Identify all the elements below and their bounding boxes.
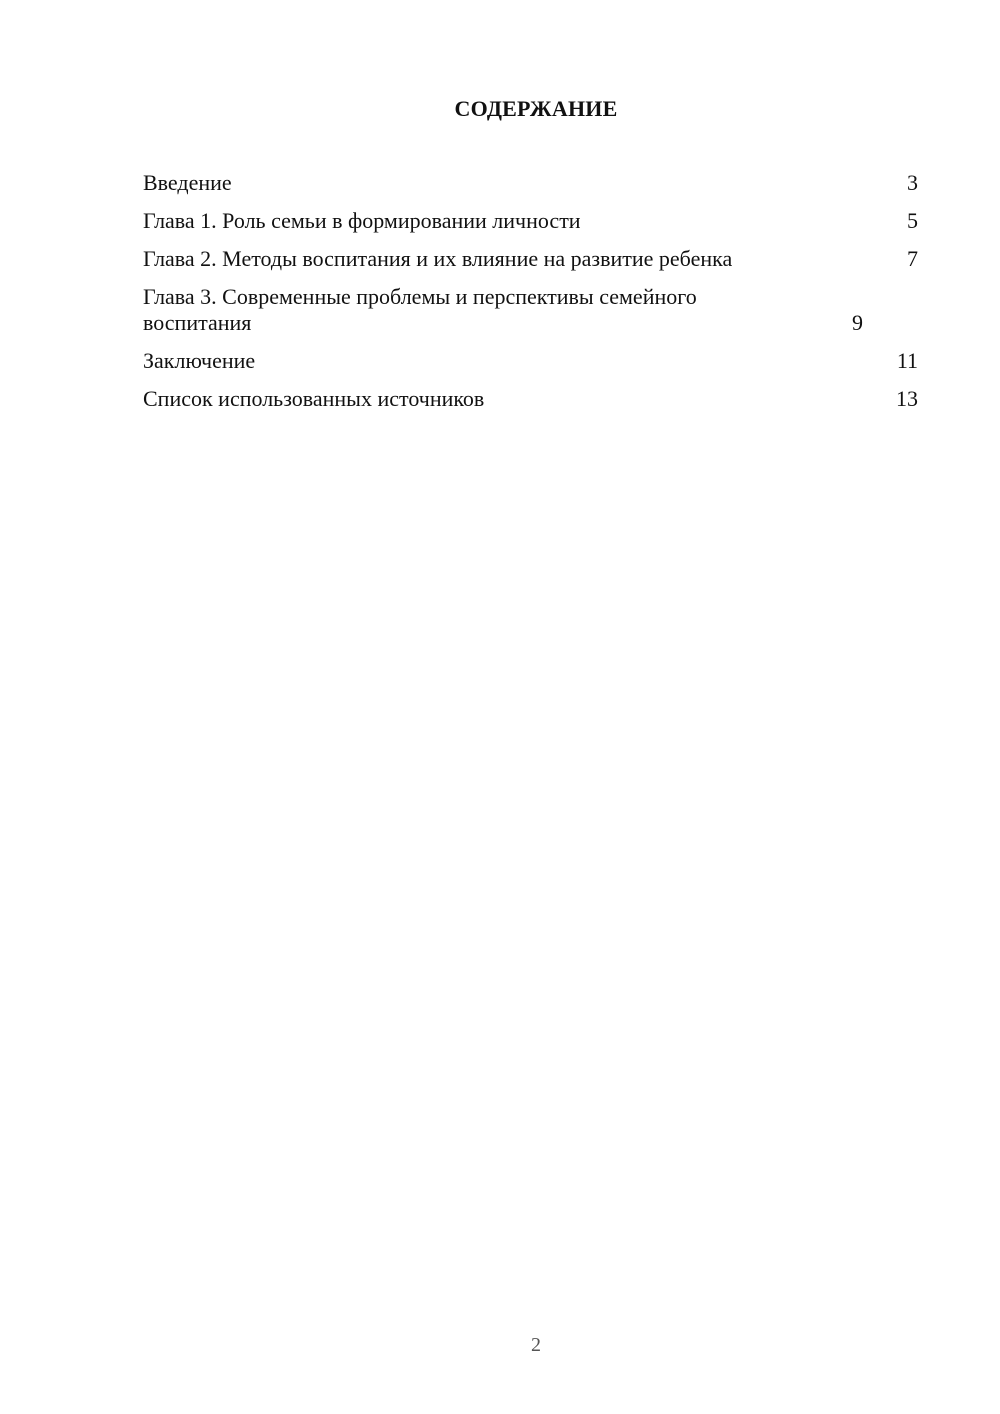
toc-entry-page: 3 <box>907 170 918 195</box>
toc-entry-page: 7 <box>907 246 918 271</box>
toc-entry-conclusion <box>143 348 918 374</box>
toc-entry-references <box>143 386 918 412</box>
toc-entry-page: 9 <box>852 310 863 335</box>
toc-entry-title: Глава 2. Методы воспитания и их влияние на развитие ребенка <box>143 246 733 271</box>
toc-entry-title: Глава 3. Современные проблемы и перспективы семейного воспитания <box>143 284 697 335</box>
page-number: 2 <box>531 1334 541 1356</box>
toc-entry-page: 13 <box>896 386 918 411</box>
toc-entry-page: 5 <box>907 208 918 233</box>
toc-entry-page: 11 <box>896 348 918 373</box>
table-of-contents <box>143 170 918 424</box>
toc-entry-title: Введение <box>143 170 232 195</box>
toc-entry-introduction <box>143 170 918 196</box>
toc-entry-chapter-3 <box>143 284 918 336</box>
page-title: СОДЕРЖАНИЕ <box>454 96 618 121</box>
toc-entry-chapter-1 <box>143 208 918 234</box>
toc-entry-title: Глава 1. Роль семьи в формировании личности <box>143 208 581 233</box>
toc-entry-chapter-2 <box>143 246 918 272</box>
toc-entry-title: Список использованных источников <box>143 386 485 411</box>
toc-entry-title: Заключение <box>143 348 256 373</box>
